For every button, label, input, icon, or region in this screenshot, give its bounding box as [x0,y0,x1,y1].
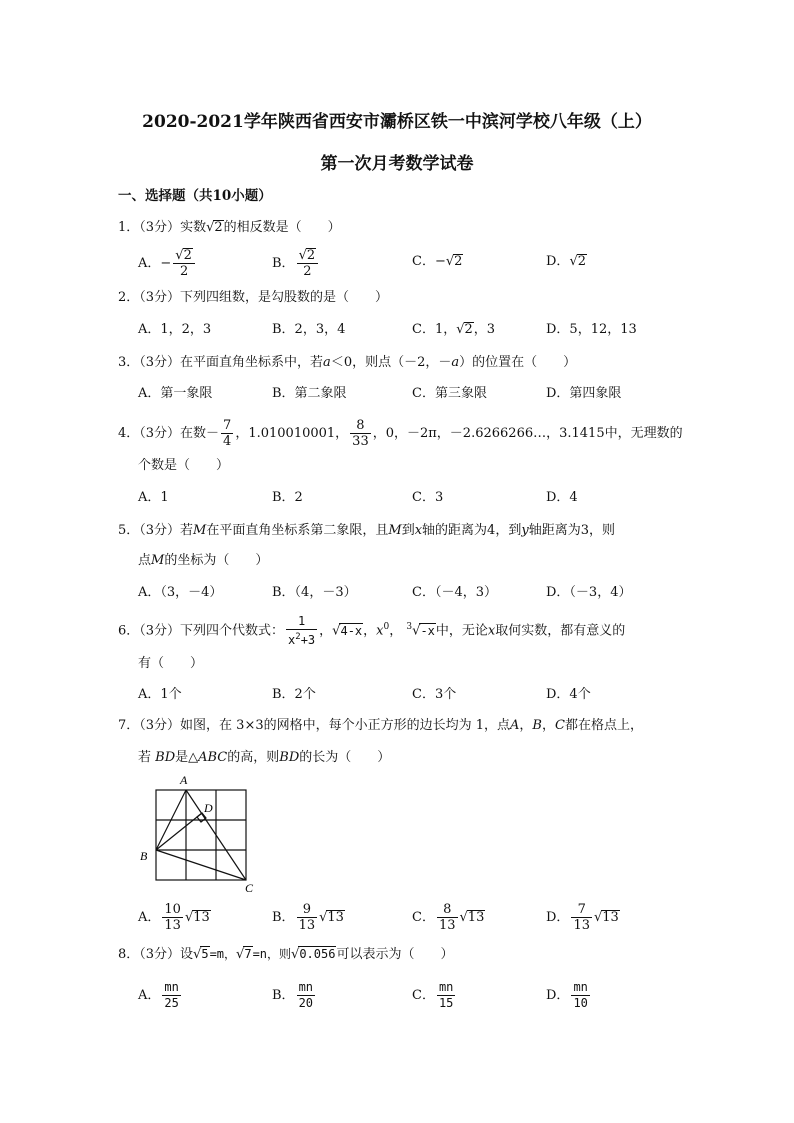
vertex-label-b: B [140,849,148,863]
question-4-stem: 4．（3分）在数－ $\frac{7}{4}$ ，1.010010001， $\frac{8}{33}$ ，0，－2π，－2.6266266…，3.1415中，无理数的 [118,418,683,449]
question-4-option-b[interactable]: B．2 [272,490,303,505]
section-heading: 一、选择题（共10小题） [118,188,272,204]
question-4-option-a[interactable]: A．1 [138,490,169,505]
question-7-option-a[interactable]: A． $\frac{10}{13}$ √13 [138,902,210,933]
question-7-option-c[interactable]: C． $\frac{8}{13}$ √13 [412,902,485,933]
question-2-option-c[interactable]: C．1，√2，3 [412,322,496,337]
question-2-stem: 2．（3分）下列四组数，是勾股数的是（ ） [118,290,389,305]
question-1-option-c[interactable]: C．−√2 [412,254,463,269]
exam-title-line1: 2020-2021学年陕西省西安市灞桥区铁一中滨河学校八年级（上） [142,112,652,132]
question-6-stem: 6．（3分）下列四个代数式： $\frac{1}{x^2+3}$ ，√4-x，$x^0$， $^3$√-x中，无论x取何实数，都有意义的 [118,614,626,647]
question-1-option-b[interactable]: B． $\frac{√2}{2}$ [272,248,320,279]
question-5-option-a[interactable]: A．（3，－4） [138,585,223,600]
question-8-option-d[interactable]: D． $\frac{mn}{10}$ [546,980,588,1010]
question-8-option-b[interactable]: B． $\frac{mn}{20}$ [272,980,314,1010]
question-7-stem: 7．（3分）如图，在 3×3的网格中，每个小正方形的边长均为 1，点A，B，C都在格点上， [118,718,643,733]
question-7-option-b[interactable]: B． $\frac{9}{13}$ √13 [272,902,344,933]
vertex-label-d: D [204,801,213,815]
question-4-option-d[interactable]: D．4 [546,490,578,505]
question-8-stem: 8．（3分）设√5=m，√7=n，则√0.056可以表示为（ ） [118,947,454,962]
question-6-option-a[interactable]: A．1个 [138,687,182,702]
question-1-option-d[interactable]: D．√2 [546,254,587,269]
question-7-option-d[interactable]: D． $\frac{7}{13}$ √13 [546,902,619,933]
question-3-option-b[interactable]: B．第二象限 [272,386,347,401]
question-5-stem: 5．（3分）若M在平面直角坐标系第二象限，且M到x轴的距离为4，到y轴距离为3，则 [118,523,615,538]
question-3-option-d[interactable]: D．第四象限 [546,386,622,401]
question-6-option-c[interactable]: C．3个 [412,687,457,702]
question-3-option-c[interactable]: C．第三象限 [412,386,487,401]
grid-triangle-figure [132,770,262,895]
question-5-option-b[interactable]: B．（4，－3） [272,585,357,600]
question-5-option-c[interactable]: C．（－4，3） [412,585,497,600]
question-8-option-c[interactable]: C． $\frac{mn}{15}$ [412,980,454,1010]
question-5-stem-line2: 点M的坐标为（ ） [138,553,269,568]
question-1-stem: 1．（3分）实数√2的相反数是（ ） [118,220,341,235]
question-4-stem-line2: 个数是（ ） [138,458,230,473]
question-6-option-d[interactable]: D．4个 [546,687,591,702]
exam-title-line2: 第一次月考数学试卷 [320,154,474,174]
question-7-stem-line2: 若 BD是△ABC的高，则BD的长为（ ） [138,750,391,765]
vertex-label-a: A [180,773,188,787]
question-6-option-b[interactable]: B．2个 [272,687,316,702]
question-1-option-a[interactable]: A．− $\frac{√2}{2}$ [138,248,197,279]
vertex-label-c: C [245,881,254,895]
question-5-option-d[interactable]: D．（－3，4） [546,585,632,600]
question-3-option-a[interactable]: A．第一象限 [138,386,213,401]
question-8-option-a[interactable]: A． $\frac{mn}{25}$ [138,980,179,1010]
question-2-option-b[interactable]: B．2，3，4 [272,322,346,337]
question-2-option-d[interactable]: D．5，12，13 [546,322,637,337]
question-4-option-c[interactable]: C．3 [412,490,444,505]
question-6-stem-line2: 有（ ） [138,656,204,671]
question-2-option-a[interactable]: A．1，2，3 [138,322,212,337]
question-3-stem: 3．（3分）在平面直角坐标系中，若a＜0，则点（－2，－a）的位置在（ ） [118,355,577,370]
